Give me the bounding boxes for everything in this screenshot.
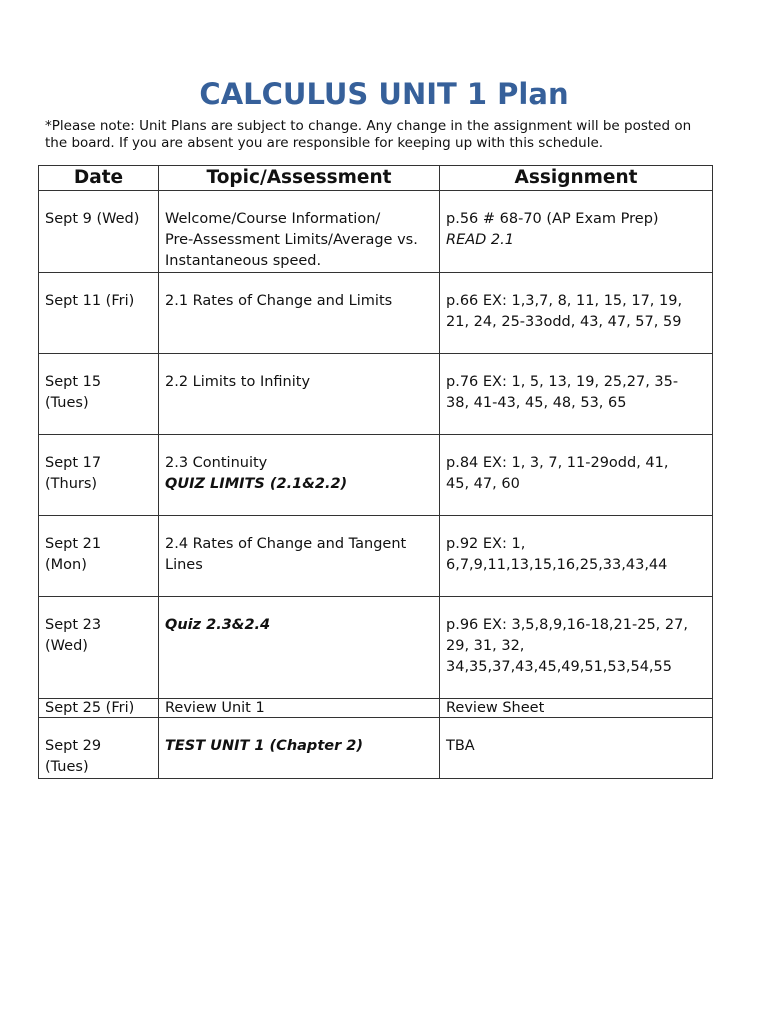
table-row — [39, 597, 713, 699]
date-text: (Tues) — [45, 395, 89, 411]
date-text: Sept 23 — [45, 617, 102, 633]
table-row — [39, 273, 713, 354]
date-text: Sept 29 — [45, 738, 102, 754]
unit-plan-table — [38, 165, 713, 779]
column-header-date: Date — [39, 166, 159, 191]
assignment-text: TBA — [446, 738, 475, 754]
assignment-text: p.96 EX: 3,5,8,9,16-18,21-25, 27, — [446, 617, 688, 633]
assignment-text: 34,35,37,43,45,49,51,53,54,55 — [446, 659, 672, 675]
schedule-note — [45, 118, 735, 151]
date-text: (Wed) — [45, 638, 88, 654]
assignment-text: p.76 EX: 1, 5, 13, 19, 25,27, 35- — [446, 374, 679, 390]
topic-cell — [159, 273, 440, 354]
assignment-text: 45, 47, 60 — [446, 476, 520, 492]
topic-cell — [159, 718, 440, 779]
date-text: Sept 21 — [45, 536, 102, 552]
date-text: Sept 25 (Fri) — [45, 700, 135, 716]
topic-text: Welcome/Course Information/ — [165, 211, 381, 227]
date-cell — [39, 191, 159, 273]
assignment-text: 21, 24, 25-33odd, 43, 47, 57, 59 — [446, 314, 682, 330]
topic-text: 2.2 Limits to Infinity — [165, 374, 311, 390]
date-text: Sept 9 (Wed) — [45, 211, 140, 227]
table-row — [39, 699, 713, 718]
topic-text: Instantaneous speed. — [165, 253, 322, 269]
quiz-label: Quiz 2.3&2.4 — [165, 617, 271, 633]
test-label: TEST UNIT 1 (Chapter 2) — [165, 738, 363, 754]
table-row — [39, 191, 713, 273]
date-cell — [39, 699, 159, 718]
date-text: Sept 17 — [45, 455, 102, 471]
table-header-row — [39, 166, 713, 191]
topic-text: 2.1 Rates of Change and Limits — [165, 293, 393, 309]
assignment-text: p.56 # 68-70 (AP Exam Prep) — [446, 211, 659, 227]
date-text: (Tues) — [45, 759, 89, 775]
quiz-label: QUIZ LIMITS (2.1&2.2) — [165, 476, 348, 492]
topic-text: Lines — [165, 557, 203, 573]
assignment-cell — [440, 435, 713, 516]
assignment-cell — [440, 273, 713, 354]
assignment-text: READ 2.1 — [446, 232, 514, 248]
topic-text: 2.4 Rates of Change and Tangent — [165, 536, 407, 552]
date-text: Sept 15 — [45, 374, 102, 390]
assignment-text: p.92 EX: 1, — [446, 536, 526, 552]
topic-cell — [159, 435, 440, 516]
date-cell — [39, 718, 159, 779]
assignment-cell — [440, 699, 713, 718]
column-header-topic: Topic/Assessment — [159, 166, 440, 191]
assignment-text: 29, 31, 32, — [446, 638, 525, 654]
date-text: (Thurs) — [45, 476, 98, 492]
assignment-cell — [440, 718, 713, 779]
assignment-text: p.84 EX: 1, 3, 7, 11-29odd, 41, — [446, 455, 669, 471]
assignment-text: Review Sheet — [446, 700, 545, 716]
date-cell — [39, 435, 159, 516]
table-row — [39, 435, 713, 516]
topic-text: Review Unit 1 — [165, 700, 265, 716]
date-text: Sept 11 (Fri) — [45, 293, 135, 309]
assignment-cell — [440, 516, 713, 597]
topic-text: 2.3 Continuity — [165, 455, 268, 471]
assignment-text: p.66 EX: 1,3,7, 8, 11, 15, 17, 19, — [446, 293, 683, 309]
table-row — [39, 718, 713, 779]
date-cell — [39, 597, 159, 699]
date-cell — [39, 354, 159, 435]
note-line: *Please note: Unit Plans are subject to change. Any change in the assignment will be posted on — [45, 118, 692, 134]
note-line: the board. If you are absent you are responsible for keeping up with this schedule. — [45, 134, 604, 151]
assignment-cell — [440, 597, 713, 699]
topic-cell — [159, 191, 440, 273]
table-row — [39, 516, 713, 597]
topic-cell — [159, 516, 440, 597]
page-title: CALCULUS UNIT 1 Plan — [199, 77, 569, 111]
assignment-text: 38, 41-43, 45, 48, 53, 65 — [446, 395, 627, 411]
assignment-cell — [440, 191, 713, 273]
topic-cell — [159, 699, 440, 718]
date-cell — [39, 516, 159, 597]
topic-cell — [159, 597, 440, 699]
column-header-assignment: Assignment — [440, 166, 713, 191]
table-row — [39, 354, 713, 435]
assignment-cell — [440, 354, 713, 435]
topic-cell — [159, 354, 440, 435]
date-cell — [39, 273, 159, 354]
topic-text: Pre-Assessment Limits/Average vs. — [165, 232, 418, 248]
assignment-text: 6,7,9,11,13,15,16,25,33,43,44 — [446, 557, 668, 573]
date-text: (Mon) — [45, 557, 87, 573]
